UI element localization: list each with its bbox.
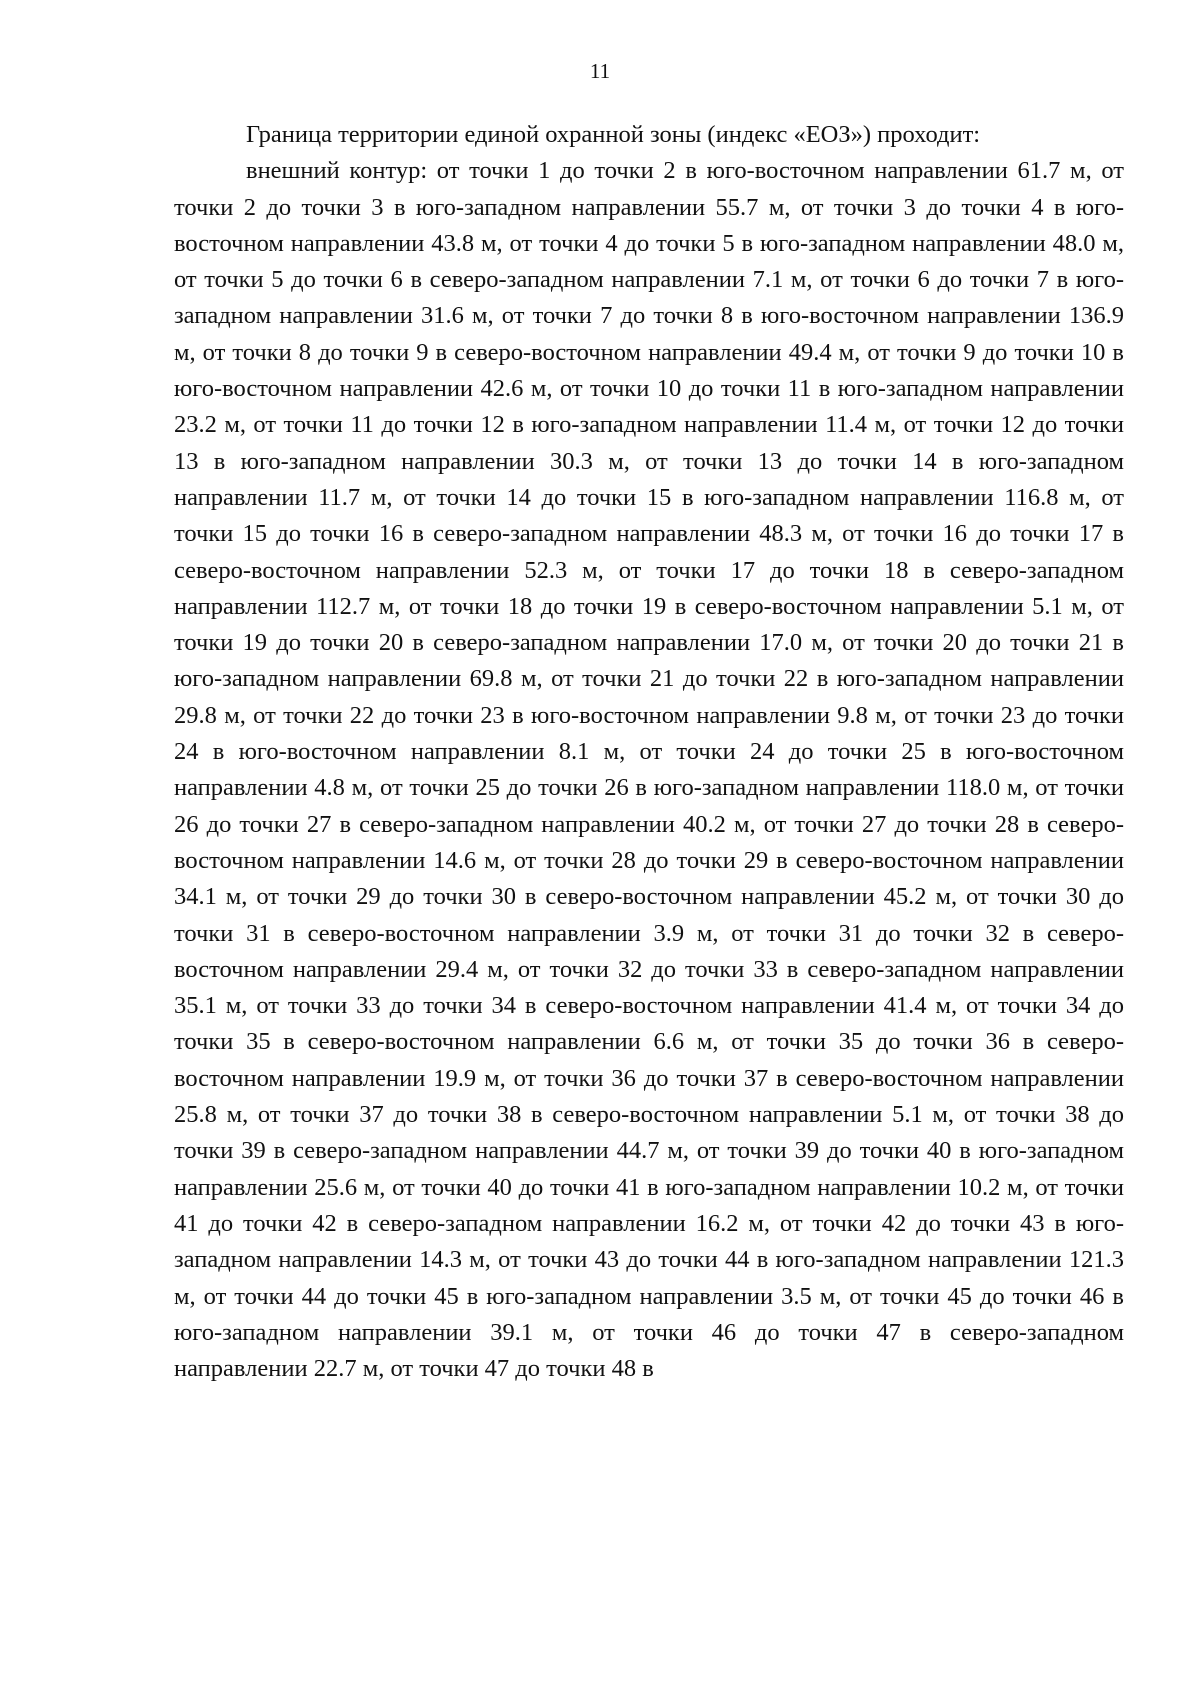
boundary-heading-paragraph: Граница территории единой охранной зоны (индекс «ЕОЗ») проходит: [246,121,981,148]
page-number: 11 [589,59,611,83]
document-body [174,117,1124,1387]
outer-contour-paragraph: внешний контур: от точки 1 до точки 2 в юго-восточном направлении 61.7 м, от точки 2 до точки 3 в юго-западном направлении 55.7 м, от точки 3 до точки 4 в юго-восточном направлении 43.8 м, от точки 4 до точки 5 в юго-западном направлении 48.0 м, от точки 5 до точки 6 в северо-западном направлении 7.1 м, от точки 6 до точки 7 в юго-западном направлении 31.6 м, от точки 7 до точки 8 в юго-восточном направлении 136.9 м, от точки 8 до точки 9 в северо-восточном направлении 49.4 м, от точки 9 до точки 10 в юго-восточном направлении 42.6 м, от точки 10 до точки 11 в юго-западном направлении 23.2 м, от точки 11 до точки 12 в юго-западном направлении 11.4 м, от точки 12 до точки 13 в юго-западном направлении 30.3 м, от точки 13 до точки 14 в юго-западном направлении 11.7 м, от точки 14 до точки 15 в юго-западном направлении 116.8 м, от точки 15 до точки 16 в северо-западном направлении 48.3 м, от точки 16 до точки 17 в северо-восточном направлении 52.3 м, от точки 17 до точки 18 в северо-западном направлении 112.7 м, от точки 18 до точки 19 в северо-восточном направлении 5.1 м, от точки 19 до точки 20 в северо-западном направлении 17.0 м, от точки 20 до точки 21 в юго-западном направлении 69.8 м, от точки 21 до точки 22 в юго-западном направлении 29.8 м, от точки 22 до точки 23 в юго-восточном направлении 9.8 м, от точки 23 до точки 24 в юго-восточном направлении 8.1 м, от точки 24 до точки 25 в юго-восточном направлении 4.8 м, от точки 25 до точки 26 в юго-западном направлении 118.0 м, от точки 26 до точки 27 в северо-западном направлении 40.2 м, от точки 27 до точки 28 в северо-восточном направлении 14.6 м, от точки 28 до точки 29 в северо-восточном направлении 34.1 м, от точки 29 до точки 30 в северо-восточном направлении 45.2 м, от точки 30 до точки 31 в северо-восточном направлении 3.9 м, от точки 31 до точки 32 в северо-восточном направлении 29.4 м, от точки 32 до точки 33 в северо-западном направлении 35.1 м, от точки 33 до точки 34 в северо-восточном направлении 41.4 м, от точки 34 до точки 35 в северо-восточном направлении 6.6 м, от точки 35 до точки 36 в северо-восточном направлении 19.9 м, от точки 36 до точки 37 в северо-восточном направлении 25.8 м, от точки 37 до точки 38 в северо-восточном направлении 5.1 м, от точки 38 до точки 39 в северо-западном направлении 44.7 м, от точки 39 до точки 40 в юго-западном направлении 25.6 м, от точки 40 до точки 41 в юго-западном направлении 10.2 м, от точки 41 до точки 42 в северо-западном направлении 16.2 м, от точки 42 до точки 43 в юго-западном направлении 14.3 м, от точки 43 до точки 44 в юго-западном направлении 121.3 м, от точки 44 до точки 45 в юго-западном направлении 3.5 м, от точки 45 до точки 46 в юго-западном направлении 39.1 м, от точки 46 до точки 47 в северо-западном направлении 22.7 м, от точки 47 до точки 48 в [174,157,1124,1383]
